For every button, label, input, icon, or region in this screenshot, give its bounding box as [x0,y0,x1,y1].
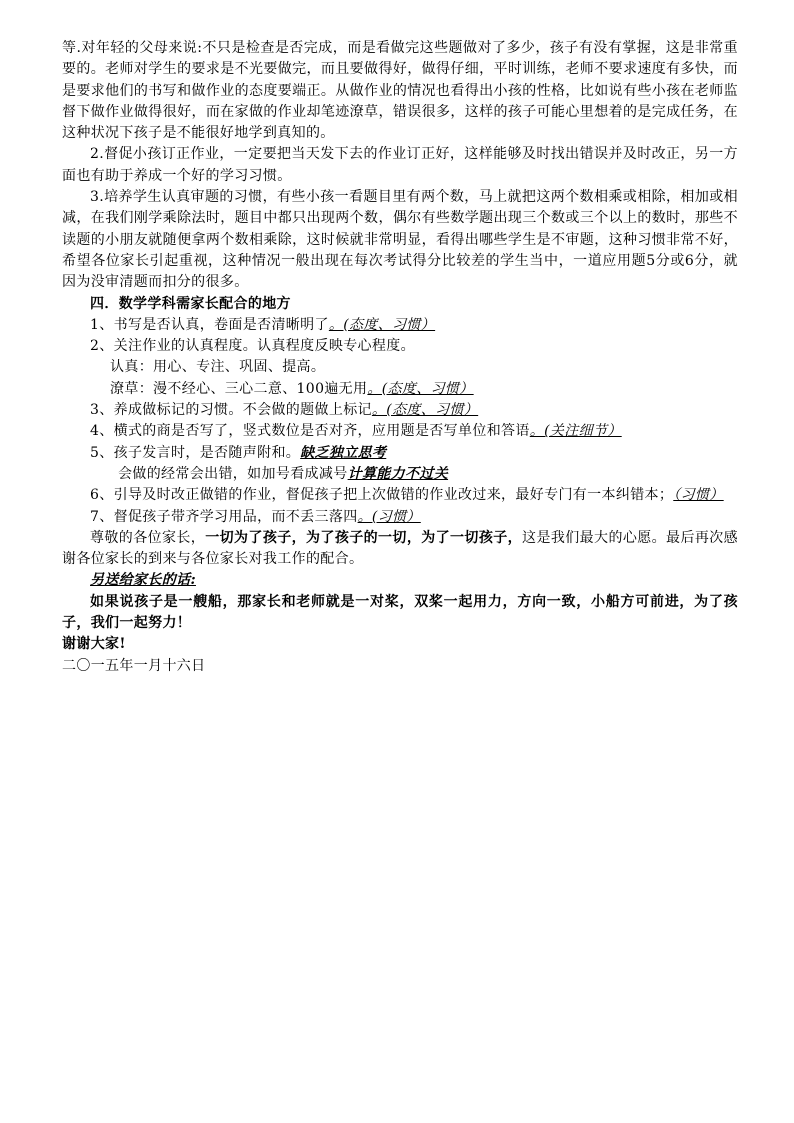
list-item-3 [62,400,738,421]
paragraph-point-3: 3.培养学生认真审题的习惯，有些小孩一看题目里有两个数，马上就把这两个数相乘或相除，相加或相减，在我们刚学乘除法时，题目中都只出现两个数，偶尔有些数学题出现三个数或三个以上的数时，那些不读题的小朋友就随便拿两个数相乘除，这时候就非常明显，看得出哪些学生是不审题，这种习惯非常不好，希望各位家长引起重视，这种情况一般出现在每次考试得分比较差的学生当中，一道应用题5分或6分，就因为没审清题而扣分的很多。 [62,189,738,291]
list-item-tag: 。(态度、习惯） [371,402,479,419]
sub-item-text: 潦草：漫不经心、三心二意、100遍无用 [110,380,368,397]
list-item-7 [62,507,738,528]
list-item-tag: 。(关注细节） [529,423,622,440]
document-page [62,38,738,677]
closing-text: 这是我们最大的心愿。最后再次感谢各位家长的到来与各位家长对我工作的配合。 [62,529,739,568]
list-item-1 [62,315,738,336]
list-item-text: 4、横式的商是否写了，竖式数位是否对齐，应用题是否写单位和答语 [90,423,530,440]
sub-item-calc [62,464,738,485]
closing-motto: 一切为了孩子，为了孩子的一切，为了一切孩子， [205,529,523,546]
list-item-tag: 。(习惯） [357,508,421,525]
sub-item-text: 会做的经常会出错，如加号看成减号 [118,465,348,482]
list-item-text: 5、孩子发言时，是否随声附和。 [90,444,301,461]
closing-paragraph [62,528,738,571]
paragraph-homework-check: 等.对年轻的父母来说:不只是检查是否完成，而是看做完这些题做对了多少，孩子有没有掌握，这是非常重要的。老师对学生的要求是不光要做完，而且要做得好，做得仔细，平时训练，老师不要求速度有多快，而是要求他们的书写和做作业的态度要端正。从做作业的情况也看得出小孩的性格，比如说有些小孩在老师监督下做作业做得很好，而在家做的作业却笔迹潦草，错误很多，这样的孩子可能心里想着的是完成任务，在这种状况下孩子是不能很好地学到真知的。 [62,40,738,142]
list-item-2 [62,336,738,357]
list-item-5 [62,443,738,464]
list-item-text: 7、督促孩子带齐学习用品，而不丢三落四 [90,508,358,525]
gift-heading [62,570,738,591]
list-item-text: 6、引导及时改正做错的作业，督促孩子把上次做错的作业改过来，最好专门有一本纠错本； [90,487,674,504]
paragraph-point-2: 2.督促小孩订正作业，一定要把当天发下去的作业订正好，这样能够及时找出错误并及时改正，另一方面也有助于养成一个好的学习习惯。 [62,146,738,184]
sub-item-tag: 。(态度、习惯） [367,380,474,397]
thanks-all: 谢谢大家! [62,636,126,653]
list-item-text: 2、关注作业的认真程度。认真程度反映专心程度。 [90,338,415,355]
list-item-tag: （习惯） [673,487,724,504]
list-item-text: 3、养成做标记的习惯。不会做的题做上标记 [90,402,372,419]
gift-heading-text: 另送给家长的话: [90,572,196,589]
closing-greeting: 尊敬的各位家长， [90,529,206,546]
list-item-6 [62,485,738,506]
list-item-4 [62,421,738,442]
list-item-text: 1、书写是否认真，卷面是否清晰明了 [90,316,329,333]
list-item-tag: 缺乏独立思考 [300,444,387,461]
sub-item-renzhen [62,357,738,378]
gift-text: 如果说孩子是一艘船，那家长和老师就是一对桨，双桨一起用力，方向一致，小船方可前进，为了孩子，我们一起努力！ [62,593,738,632]
sub-item-liaocao [62,379,738,400]
sub-item-text: 认真：用心、专注、巩固、提高。 [110,359,326,376]
sub-item-tag: 计算能力不过关 [347,465,449,482]
section-heading-4: 四．数学学科需家长配合的地方 [90,295,291,312]
list-item-tag: 。(态度、习惯） [328,316,436,333]
document-date: 二〇一五年一月十六日 [62,657,206,674]
